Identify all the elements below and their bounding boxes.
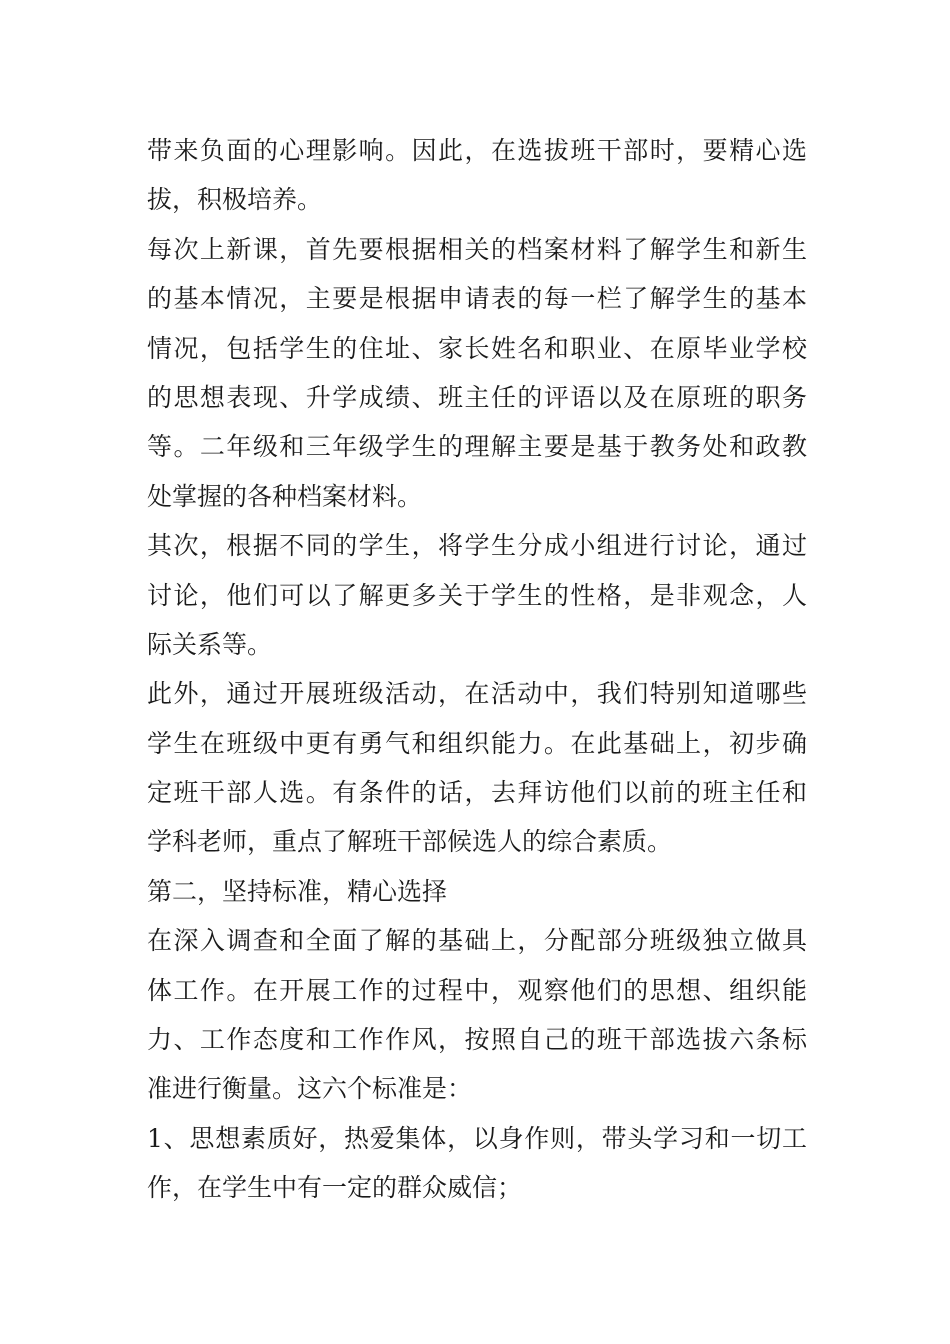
text-line: 际关系等。 xyxy=(147,629,273,659)
text-line: 在深入调查和全面了解的基础上，分配部分班级独立做具 xyxy=(147,926,807,956)
text-line: 带来负面的心理影响。因此，在选拔班干部时，要精心选 xyxy=(147,136,807,165)
text-line: 其次，根据不同的学生，将学生分成小组进行讨论，通过 xyxy=(147,531,807,561)
text-line: 准进行衡量。这六个标准是： xyxy=(147,1074,473,1104)
list-item-text: 作，在学生中有一定的群众威信； xyxy=(147,1173,523,1203)
text-line: 体工作。在开展工作的过程中，观察他们的思想、组织能 xyxy=(147,975,807,1005)
text-line: 学科老师，重点了解班干部候选人的综合素质。 xyxy=(147,827,673,857)
text-line: 定班干部人选。有条件的话，去拜访他们以前的班主任和 xyxy=(147,778,807,808)
text-line: 学生在班级中更有勇气和组织能力。在此基础上，初步确 xyxy=(147,728,807,758)
text-line: 的基本情况，主要是根据申请表的每一栏了解学生的基本 xyxy=(147,284,807,314)
text-line: 拔，积极培养。 xyxy=(147,185,323,215)
text-line: 情况，包括学生的住址、家长姓名和职业、在原毕业学校 xyxy=(147,333,807,363)
document-body xyxy=(147,126,807,1213)
text-line: 此外，通过开展班级活动，在活动中，我们特别知道哪些 xyxy=(147,679,807,709)
text-line: 等。二年级和三年级学生的理解主要是基于教务处和政教 xyxy=(147,432,807,462)
list-item-text: 1、思想素质好，热爱集体，以身作则，带头学习和一切工 xyxy=(147,1123,807,1153)
text-line: 处掌握的各种档案材料。 xyxy=(147,481,423,511)
text-line: 力、工作态度和工作作风，按照自己的班干部选拔六条标 xyxy=(147,1025,807,1055)
text-line: 讨论，他们可以了解更多关于学生的性格，是非观念，人 xyxy=(147,580,807,610)
section-heading: 第二，坚持标准，精心选择 xyxy=(147,876,448,906)
text-line: 每次上新课，首先要根据相关的档案材料了解学生和新生 xyxy=(147,234,807,264)
text-line: 的思想表现、升学成绩、班主任的评语以及在原班的职务 xyxy=(147,382,807,412)
